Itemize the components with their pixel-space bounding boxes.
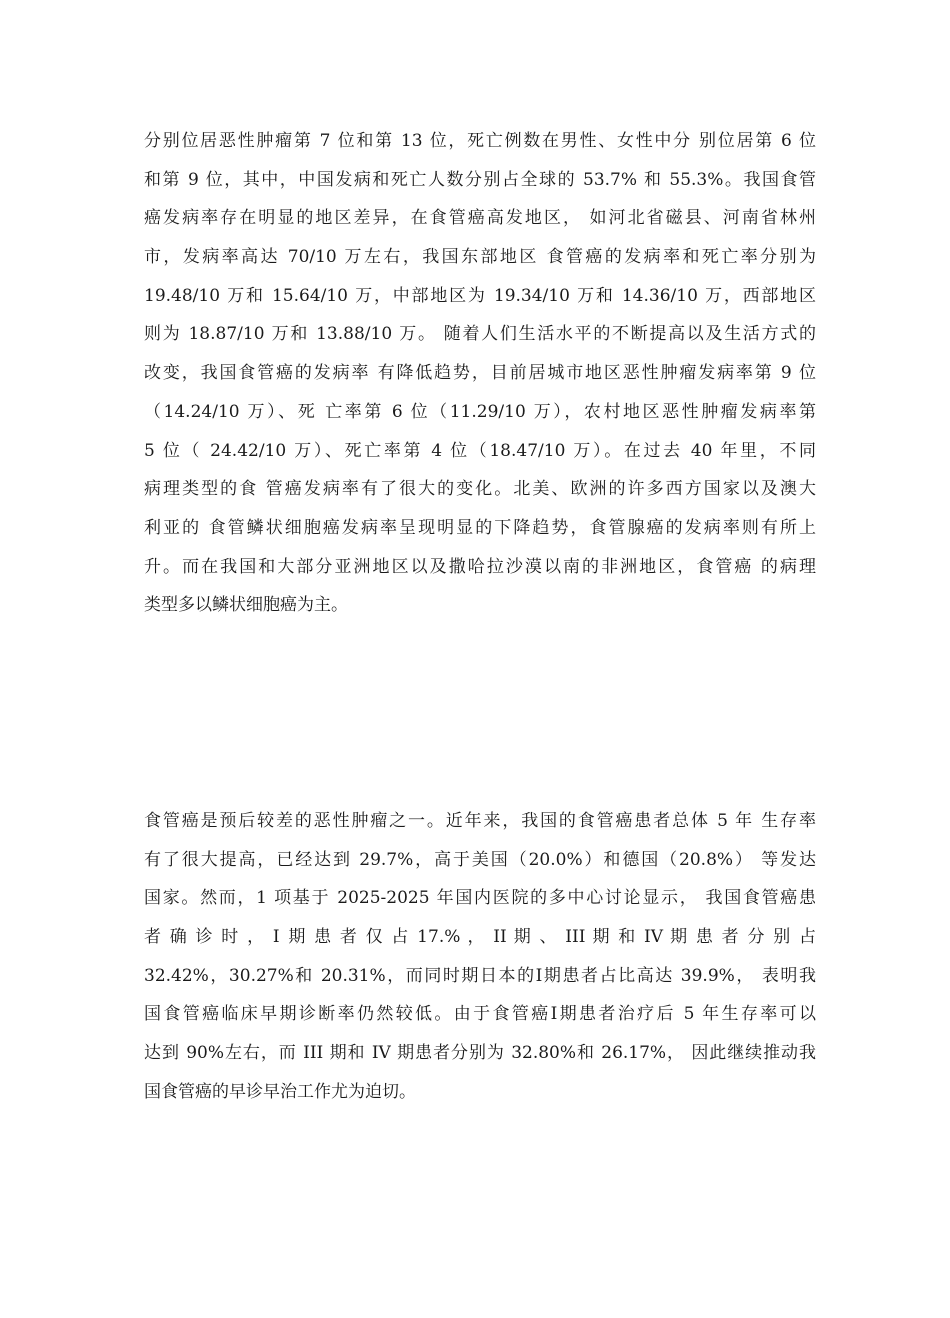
- text-line: 国食管癌临床早期诊断率仍然较低。由于食管癌Ⅰ期患者治疗后 5 年生存率可以: [144, 1004, 816, 1025]
- text-line: 有了很大提高，已经达到 29.7%，高于美国（20.0%）和德国（20.8%） 等发达: [144, 849, 816, 870]
- text-line: 19.48/10 万和 15.64/10 万，中部地区为 19.34/10 万和 14.36/10 万，西部地区: [144, 285, 816, 306]
- text-line: 者 确 诊 时 ， Ⅰ 期 患 者 仅 占 17.% ， II 期 、 III 期 和 IV 期 患 者 分 别 占: [144, 927, 816, 948]
- text-line: （14.24/10 万）、死 亡率第 6 位（11.29/10 万），农村地区恶性肿瘤发病率第: [144, 401, 816, 422]
- text-line: 和第 9 位，其中，中国发病和死亡人数分别占全球的 53.7% 和 55.3%。我国食管: [144, 169, 816, 190]
- paragraph-prognosis: [144, 806, 816, 1116]
- text-line: 利亚的 食管鳞状细胞癌发病率呈现明显的下降趋势，食管腺癌的发病率则有所上: [144, 517, 816, 538]
- text-line: 分别位居恶性肿瘤第 7 位和第 13 位，死亡例数在男性、女性中分 别位居第 6 位: [144, 131, 816, 151]
- text-line: 改变，我国食管癌的发病率 有降低趋势，目前居城市地区恶性肿瘤发病率第 9 位: [144, 363, 816, 384]
- text-line: 食管癌是预后较差的恶性肿瘤之一。近年来，我国的食管癌患者总体 5 年 生存率: [144, 811, 816, 831]
- text-line: 升。而在我国和大部分亚洲地区以及撒哈拉沙漠以南的非洲地区，食管癌 的病理: [144, 556, 816, 577]
- text-line: 则为 18.87/10 万和 13.88/10 万。 随着人们生活水平的不断提高以及生活方式的: [144, 324, 816, 345]
- text-line: 癌发病率存在明显的地区差异，在食管癌高发地区， 如河北省磁县、河南省林州: [144, 208, 816, 229]
- text-line: 达到 90%左右，而 III 期和 IV 期患者分别为 32.80%和 26.17%， 因此继续推动我: [144, 1043, 816, 1064]
- text-line: 类型多以鳞状细胞癌为主。: [144, 595, 348, 616]
- paragraph-epidemiology: [144, 126, 816, 629]
- text-line: 5 位（ 24.42/10 万）、死亡率第 4 位（18.47/10 万）。在过去 40 年里，不同: [144, 440, 816, 461]
- text-line: 市，发病率高达 70/10 万左右，我国东部地区 食管癌的发病率和死亡率分别为: [144, 247, 816, 268]
- text-line: 国家。然而，1 项基于 2025-2025 年国内医院的多中心讨论显示， 我国食管癌患: [144, 888, 816, 909]
- text-line: 国食管癌的早诊早治工作尤为迫切。: [144, 1081, 416, 1102]
- text-line: 32.42%，30.27%和 20.31%，而同时期日本的Ⅰ期患者占比高达 39.9%， 表明我: [144, 965, 816, 986]
- text-line: 病理类型的食 管癌发病率有了很大的变化。北美、欧洲的许多西方国家以及澳大: [144, 479, 816, 500]
